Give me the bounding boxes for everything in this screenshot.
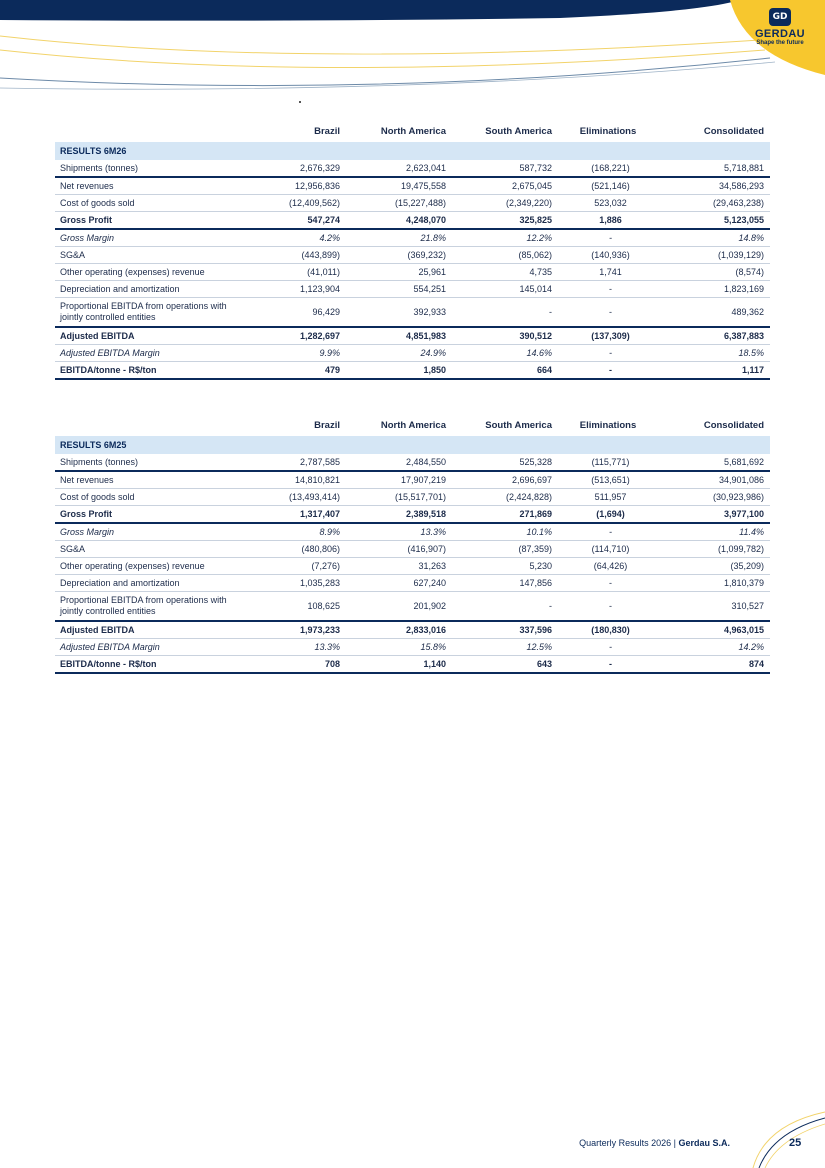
cell-brazil: 708 [240,656,346,674]
cell-eliminations: (115,771) [558,454,664,471]
row-label: SG&A [55,541,240,558]
row-label: Depreciation and amortization [55,575,240,592]
cell-consolidated: (29,463,238) [664,195,770,212]
cell-south-america: 14.6% [452,345,558,362]
row-label: Net revenues [55,471,240,489]
col-header-south-america: South America [485,126,552,137]
cell-south-america: 145,014 [452,281,558,298]
row-label: Proportional EBITDA from operations with jointly controlled entities [55,298,240,328]
col-header-north-america: North America [380,126,446,137]
cell-eliminations: - [558,575,664,592]
col-header-consolidated: Consolidated [703,126,764,137]
table-row-sga [55,541,770,558]
cell-consolidated: 5,123,055 [664,212,770,230]
cell-south-america: 10.1% [452,523,558,541]
table-row-adjusted-ebitda-margin [55,639,770,656]
cell-south-america: 643 [452,656,558,674]
row-label: Shipments (tonnes) [55,454,240,471]
table-row-gross-profit [55,212,770,230]
row-label: Adjusted EBITDA [55,327,240,345]
table-row-ebitda-per-tonne [55,362,770,380]
col-header-eliminations: Eliminations [579,420,637,431]
cell-brazil: 1,035,283 [240,575,346,592]
footer-text [579,1138,730,1148]
cell-brazil: 1,282,697 [240,327,346,345]
gerdau-logo [745,8,815,46]
col-header-brazil: Brazil [314,420,340,431]
cell-consolidated: 14.8% [664,229,770,247]
cell-north-america: 554,251 [346,281,452,298]
header-blank [55,104,240,142]
row-label: Depreciation and amortization [55,281,240,298]
cell-consolidated: 4,963,015 [664,621,770,639]
table-row-other-operating [55,264,770,281]
row-label: Net revenues [55,177,240,195]
table-row-proportional-ebitda [55,592,770,622]
header-decoration [0,0,825,110]
cell-south-america: (2,349,220) [452,195,558,212]
cell-brazil: 96,429 [240,298,346,328]
section-title: RESULTS 6M25 [55,436,770,454]
cell-eliminations: - [558,639,664,656]
cell-south-america: 12.5% [452,639,558,656]
section-title: RESULTS 6M26 [55,142,770,160]
cell-consolidated: 489,362 [664,298,770,328]
table-row-adjusted-ebitda-margin [55,345,770,362]
cell-north-america: 19,475,558 [346,177,452,195]
cell-north-america: 1,140 [346,656,452,674]
cell-north-america: 17,907,219 [346,471,452,489]
footer-company: Gerdau S.A. [678,1138,730,1148]
cell-north-america: 627,240 [346,575,452,592]
row-label: Gross Profit [55,212,240,230]
cell-consolidated: 34,901,086 [664,471,770,489]
cell-brazil: 2,787,585 [240,454,346,471]
section-row [55,436,770,454]
cell-brazil: (480,806) [240,541,346,558]
cell-brazil: (41,011) [240,264,346,281]
cell-consolidated: (30,923,986) [664,489,770,506]
cell-brazil: 1,317,407 [240,506,346,524]
cell-eliminations: (64,426) [558,558,664,575]
cell-eliminations: - [558,362,664,380]
cell-brazil: 8.9% [240,523,346,541]
cell-south-america: 5,230 [452,558,558,575]
cell-south-america: - [452,592,558,622]
col-header-north-america: North America [380,420,446,431]
cell-brazil: 9.9% [240,345,346,362]
cell-consolidated: 1,823,169 [664,281,770,298]
cell-eliminations: - [558,229,664,247]
table-row-other-operating [55,558,770,575]
cell-consolidated: 3,977,100 [664,506,770,524]
cell-brazil: 1,123,904 [240,281,346,298]
cell-south-america: 147,856 [452,575,558,592]
table-header-row [55,398,770,436]
table-row-sga [55,247,770,264]
row-label: Adjusted EBITDA [55,621,240,639]
cell-brazil: 4.2% [240,229,346,247]
cell-south-america: 390,512 [452,327,558,345]
cell-south-america: 2,675,045 [452,177,558,195]
cell-north-america: 392,933 [346,298,452,328]
col-header-south-america: South America [485,420,552,431]
cell-eliminations: - [558,523,664,541]
cell-consolidated: (1,099,782) [664,541,770,558]
page-corner-decoration [745,1110,825,1168]
cell-north-america: 2,389,518 [346,506,452,524]
cell-north-america: 201,902 [346,592,452,622]
row-label: Other operating (expenses) revenue [55,264,240,281]
header-blank [55,398,240,436]
cell-north-america: 25,961 [346,264,452,281]
cell-south-america: (2,424,828) [452,489,558,506]
cell-south-america: 325,825 [452,212,558,230]
cell-brazil: 479 [240,362,346,380]
cell-consolidated: 874 [664,656,770,674]
table-row-gross-margin [55,229,770,247]
table-row-gross-margin [55,523,770,541]
cell-eliminations: 511,957 [558,489,664,506]
table-row-gross-profit [55,506,770,524]
cell-consolidated: 310,527 [664,592,770,622]
table-row-shipments [55,454,770,471]
cell-south-america: (85,062) [452,247,558,264]
footer-report: Quarterly Results 2026 | [579,1138,679,1148]
cell-south-america: 525,328 [452,454,558,471]
logo-name: GERDAU [754,28,806,40]
cell-brazil: (7,276) [240,558,346,575]
row-label: EBITDA/tonne - R$/ton [55,362,240,380]
row-label: Adjusted EBITDA Margin [55,345,240,362]
cell-eliminations: (168,221) [558,160,664,177]
cell-north-america: 4,851,983 [346,327,452,345]
cell-south-america: (87,359) [452,541,558,558]
cell-south-america: 12.2% [452,229,558,247]
cell-north-america: 15.8% [346,639,452,656]
table-row-depreciation-amortization [55,281,770,298]
results-table-6m26 [55,104,770,380]
results-table-6m25 [55,398,770,674]
cell-north-america: (369,232) [346,247,452,264]
cell-north-america: 2,833,016 [346,621,452,639]
cell-north-america: 1,850 [346,362,452,380]
cell-brazil: (13,493,414) [240,489,346,506]
cell-consolidated: 14.2% [664,639,770,656]
cell-north-america: 2,623,041 [346,160,452,177]
cell-eliminations: - [558,298,664,328]
row-label: Cost of goods sold [55,489,240,506]
cell-brazil: 13.3% [240,639,346,656]
cell-south-america: 271,869 [452,506,558,524]
cell-brazil: 12,956,836 [240,177,346,195]
table-row-net-revenues [55,177,770,195]
cell-eliminations: 1,886 [558,212,664,230]
col-header-brazil: Brazil [314,126,340,137]
row-label: Gross Profit [55,506,240,524]
cell-south-america: 4,735 [452,264,558,281]
row-label: SG&A [55,247,240,264]
cell-north-america: 31,263 [346,558,452,575]
cell-consolidated: 1,810,379 [664,575,770,592]
row-label: Cost of goods sold [55,195,240,212]
page-number: 25 [789,1137,802,1149]
cell-north-america: (15,227,488) [346,195,452,212]
cell-consolidated: (1,039,129) [664,247,770,264]
row-label: Shipments (tonnes) [55,160,240,177]
cell-brazil: 108,625 [240,592,346,622]
cell-consolidated: (35,209) [664,558,770,575]
cell-eliminations: (513,651) [558,471,664,489]
section-row [55,142,770,160]
cell-eliminations: (140,936) [558,247,664,264]
cell-eliminations: (180,830) [558,621,664,639]
cell-eliminations: 523,032 [558,195,664,212]
table-header-row [55,104,770,142]
cell-north-america: 4,248,070 [346,212,452,230]
logo-tagline: Shape the future [756,40,804,46]
cell-eliminations: (114,710) [558,541,664,558]
table-row-adjusted-ebitda [55,327,770,345]
col-header-eliminations: Eliminations [579,126,637,137]
row-label: Proportional EBITDA from operations with jointly controlled entities [55,592,240,622]
cell-eliminations: - [558,281,664,298]
cell-consolidated: 1,117 [664,362,770,380]
table-row-proportional-ebitda [55,298,770,328]
cell-consolidated: 11.4% [664,523,770,541]
cell-brazil: (12,409,562) [240,195,346,212]
cell-brazil: 2,676,329 [240,160,346,177]
cell-consolidated: 5,681,692 [664,454,770,471]
stray-dot [299,101,301,103]
table-row-net-revenues [55,471,770,489]
row-label: EBITDA/tonne - R$/ton [55,656,240,674]
cell-eliminations: (1,694) [558,506,664,524]
cell-eliminations: (137,309) [558,327,664,345]
cell-north-america: 21.8% [346,229,452,247]
cell-eliminations: - [558,345,664,362]
cell-consolidated: (8,574) [664,264,770,281]
cell-north-america: (15,517,701) [346,489,452,506]
cell-brazil: 14,810,821 [240,471,346,489]
cell-eliminations: - [558,656,664,674]
cell-consolidated: 6,387,883 [664,327,770,345]
cell-south-america: - [452,298,558,328]
cell-brazil: (443,899) [240,247,346,264]
logo-icon: GD [769,8,791,26]
table-row-shipments [55,160,770,177]
row-label: Other operating (expenses) revenue [55,558,240,575]
cell-brazil: 1,973,233 [240,621,346,639]
table-row-ebitda-per-tonne [55,656,770,674]
cell-north-america: (416,907) [346,541,452,558]
cell-north-america: 24.9% [346,345,452,362]
cell-north-america: 13.3% [346,523,452,541]
cell-south-america: 664 [452,362,558,380]
row-label: Gross Margin [55,523,240,541]
table-row-cost-of-goods-sold [55,195,770,212]
table-row-depreciation-amortization [55,575,770,592]
cell-eliminations: (521,146) [558,177,664,195]
row-label: Gross Margin [55,229,240,247]
table-row-cost-of-goods-sold [55,489,770,506]
cell-eliminations: - [558,592,664,622]
row-label: Adjusted EBITDA Margin [55,639,240,656]
col-header-consolidated: Consolidated [703,420,764,431]
cell-south-america: 2,696,697 [452,471,558,489]
cell-north-america: 2,484,550 [346,454,452,471]
cell-consolidated: 18.5% [664,345,770,362]
cell-consolidated: 34,586,293 [664,177,770,195]
cell-consolidated: 5,718,881 [664,160,770,177]
cell-brazil: 547,274 [240,212,346,230]
cell-eliminations: 1,741 [558,264,664,281]
cell-south-america: 337,596 [452,621,558,639]
table-row-adjusted-ebitda [55,621,770,639]
cell-south-america: 587,732 [452,160,558,177]
